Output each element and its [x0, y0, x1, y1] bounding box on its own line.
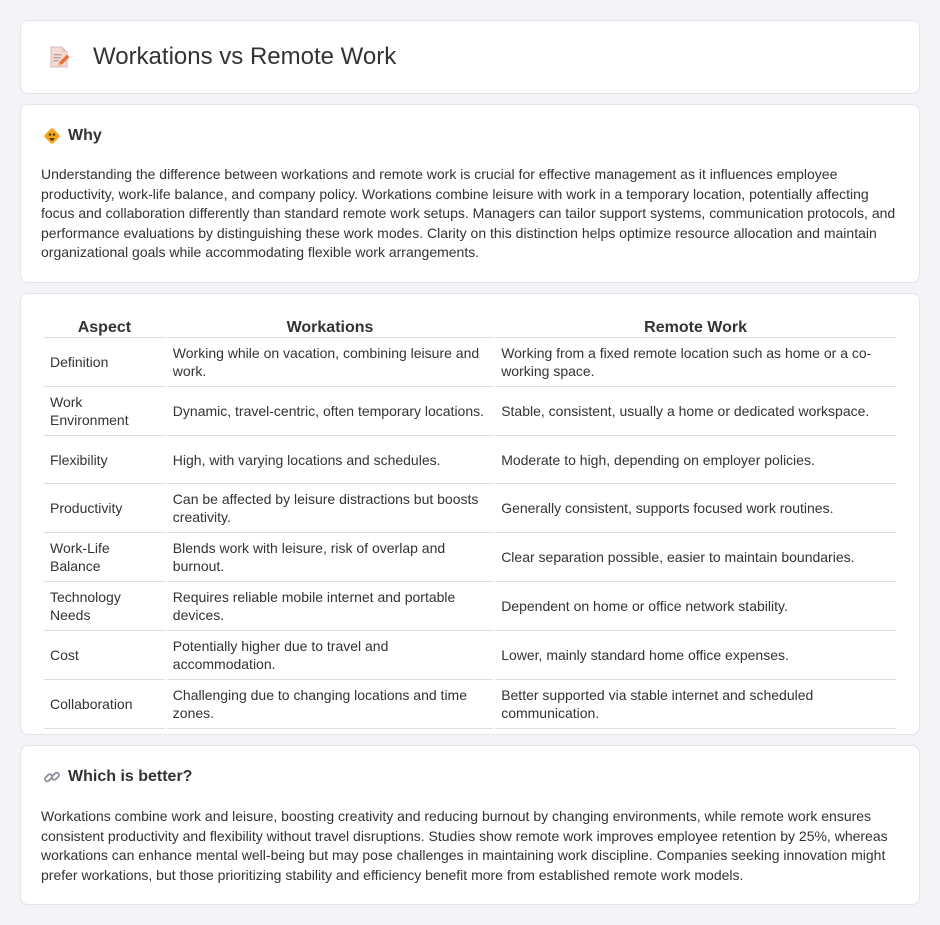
table-row — [44, 436, 896, 484]
aspect-cell: Flexibility — [44, 436, 165, 484]
diamond-sign-icon — [43, 127, 61, 145]
aspect-cell: Cost — [44, 631, 165, 680]
table-row — [44, 582, 896, 631]
workations-cell: Requires reliable mobile internet and portable devices. — [167, 582, 493, 631]
aspect-cell: Definition — [44, 338, 165, 387]
aspect-cell: Technology Needs — [44, 582, 165, 631]
workations-cell: High, with varying locations and schedules. — [167, 436, 493, 484]
table-row — [44, 680, 896, 729]
header-aspect: Aspect — [44, 318, 165, 338]
header-remote-work: Remote Work — [495, 318, 896, 338]
remote-work-cell: Stable, consistent, usually a home or dedicated workspace. — [495, 387, 896, 436]
aspect-cell: Work-Life Balance — [44, 533, 165, 582]
page-title: Workations vs Remote Work — [93, 43, 397, 70]
remote-work-cell: Dependent on home or office network stability. — [495, 582, 896, 631]
aspect-cell: Productivity — [44, 484, 165, 533]
why-text: Understanding the difference between workations and remote work is crucial for effective management as it influences employee productivity, work-life balance, and company policy. Workations combine leisure with work in a temporary location, potentially affecting focus and collaboration differently than standard remote work setups. Managers can tailor support systems, communication protocols, and performance evaluations by distinguishing these work modes. Clarity on this distinction helps optimize resource allocation and maintain organizational goals while accommodating flexible work arrangements. — [41, 166, 896, 261]
table-row — [44, 533, 896, 582]
why-section — [20, 104, 920, 283]
table-row — [44, 338, 896, 387]
workations-cell: Blends work with leisure, risk of overlap and burnout. — [167, 533, 493, 582]
workations-cell: Can be affected by leisure distractions but boosts creativity. — [167, 484, 493, 533]
which-is-better-title: Which is better? — [68, 768, 193, 785]
remote-work-cell: Working from a fixed remote location such as home or a co-working space. — [495, 338, 896, 387]
table-row — [44, 631, 896, 680]
header-workations: Workations — [167, 318, 493, 338]
which-is-better-section — [20, 745, 920, 905]
remote-work-cell: Generally consistent, supports focused work routines. — [495, 484, 896, 533]
remote-work-cell: Lower, mainly standard home office expenses. — [495, 631, 896, 680]
table-header-row — [44, 318, 896, 338]
comparison-table-card — [20, 293, 920, 735]
workations-cell: Challenging due to changing locations and time zones. — [167, 680, 493, 729]
remote-work-cell: Better supported via stable internet and scheduled communication. — [495, 680, 896, 729]
comparison-table — [42, 318, 898, 729]
remote-work-cell: Moderate to high, depending on employer policies. — [495, 436, 896, 484]
workations-cell: Working while on vacation, combining leisure and work. — [167, 338, 493, 387]
why-title: Why — [68, 127, 102, 144]
workations-cell: Dynamic, travel-centric, often temporary locations. — [167, 387, 493, 436]
table-row — [44, 387, 896, 436]
link-icon — [43, 768, 61, 786]
aspect-cell: Work Environment — [44, 387, 165, 436]
document-edit-icon — [47, 45, 71, 69]
which-is-better-text: Workations combine work and leisure, boosting creativity and reducing burnout by changing environments, while remote work ensures consistent productivity and flexibility without travel disruptions. Studies show remote work improves employee retention by 25%, whereas workations can enhance mental well-being but may pose challenges in maintaining work discipline. Companies seeking innovation might prefer workations, but those prioritizing stability and efficiency benefit more from established remote work models. — [41, 808, 888, 883]
title-card — [20, 20, 920, 94]
remote-work-cell: Clear separation possible, easier to maintain boundaries. — [495, 533, 896, 582]
aspect-cell: Collaboration — [44, 680, 165, 729]
table-row — [44, 484, 896, 533]
workations-cell: Potentially higher due to travel and accommodation. — [167, 631, 493, 680]
